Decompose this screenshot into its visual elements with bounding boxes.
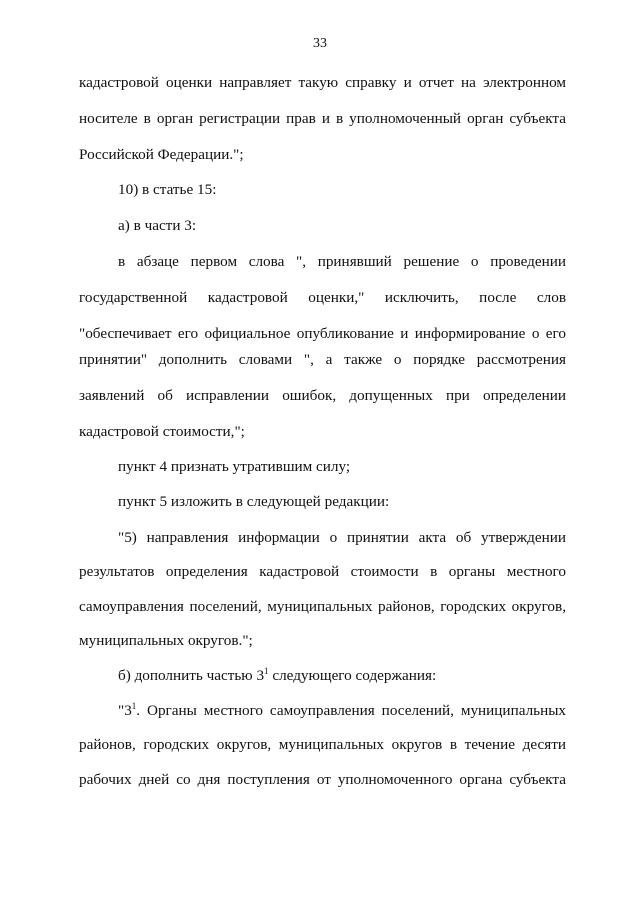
text-line: заявлений об исправлении ошибок, допущенных при определении bbox=[79, 387, 566, 404]
text-line: принятии" дополнить словами ", а также о порядке рассмотрения bbox=[79, 351, 566, 368]
text-line: а) в части 3: bbox=[118, 217, 197, 234]
text-line: Российской Федерации."; bbox=[79, 146, 244, 163]
text-line: "обеспечивает его официальное опубликование и информирование о его bbox=[79, 325, 566, 342]
page-number: 33 bbox=[313, 36, 327, 51]
text-line: пункт 5 изложить в следующей редакции: bbox=[118, 493, 390, 510]
text-fragment: б) дополнить частью 3 bbox=[118, 667, 265, 684]
text-line: в абзаце первом слова ", принявший решение о проведении bbox=[118, 253, 566, 270]
text-line: носителе в орган регистрации прав и в уполномоченный орган субъекта bbox=[79, 110, 566, 127]
superscript: 1 bbox=[264, 666, 269, 676]
text-line: муниципальных округов."; bbox=[79, 632, 253, 649]
text-line: кадастровой оценки направляет такую справку и отчет на электронном bbox=[79, 74, 566, 91]
text-fragment: "3 bbox=[118, 702, 132, 719]
text-line: государственной кадастровой оценки," исключить, после слов bbox=[79, 289, 566, 306]
text-line: районов, городских округов, муниципальных округов в течение десяти bbox=[79, 736, 566, 753]
text-line: пункт 4 признать утратившим силу; bbox=[118, 458, 351, 475]
text-fragment: . Органы местного самоуправления поселений, муниципальных bbox=[136, 702, 566, 719]
text-line-with-superscript bbox=[118, 667, 566, 685]
text-line: рабочих дней со дня поступления от уполномоченного органа субъекта bbox=[79, 771, 566, 788]
superscript: 1 bbox=[131, 701, 137, 711]
text-line: самоуправления поселений, муниципальных районов, городских округов, bbox=[79, 598, 566, 615]
text-line-with-superscript bbox=[118, 702, 566, 720]
text-fragment: следующего содержания: bbox=[268, 667, 437, 684]
text-line: кадастровой стоимости,"; bbox=[79, 423, 245, 440]
text-line: 10) в статье 15: bbox=[118, 181, 217, 198]
text-line: "5) направления информации о принятии акта об утверждении bbox=[118, 529, 566, 546]
text-line: результатов определения кадастровой стоимости в органы местного bbox=[79, 563, 566, 580]
